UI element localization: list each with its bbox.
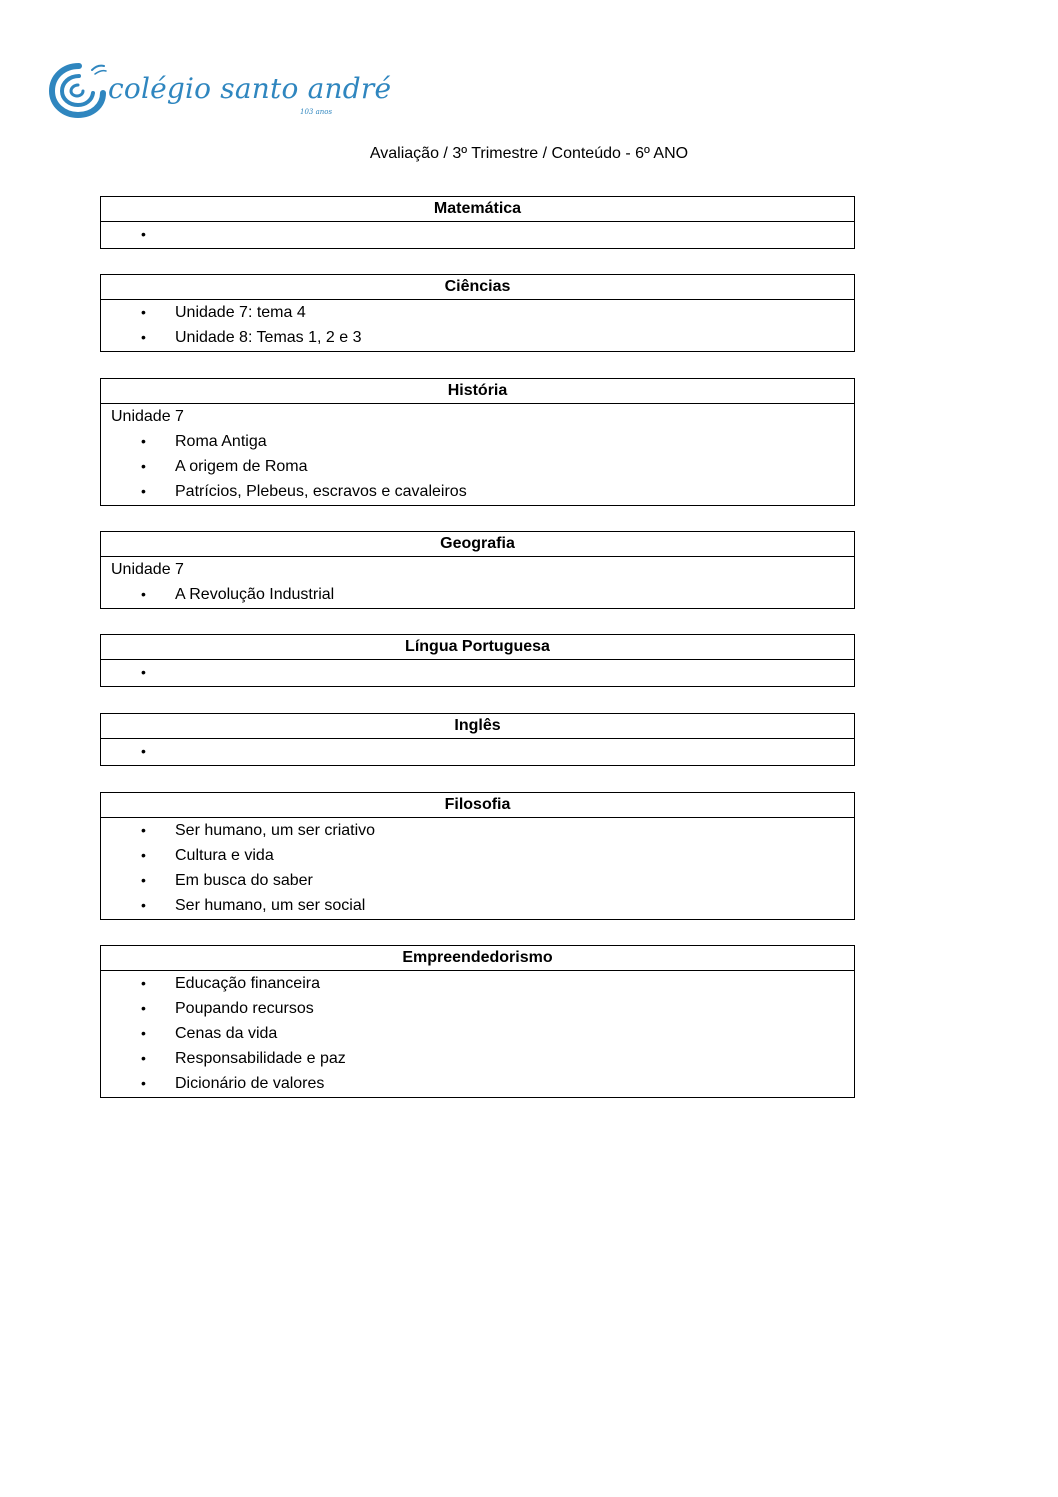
list-item-text: Patrícios, Plebeus, escravos e cavaleiros (175, 483, 467, 500)
list-item (101, 454, 854, 479)
list-item (101, 971, 854, 996)
bullet-icon: • (141, 897, 146, 913)
bullet-icon: • (141, 1075, 146, 1091)
list-item (101, 660, 854, 685)
swirl-logo-icon (48, 60, 110, 122)
list-item-text: Unidade 8: Temas 1, 2 e 3 (175, 329, 362, 346)
list-item (101, 429, 854, 454)
subject-title: Empreendedorismo (101, 946, 854, 971)
list-item-text: Cultura e vida (175, 847, 274, 864)
subject-title: Geografia (101, 532, 854, 557)
list-item-text: A Revolução Industrial (175, 586, 335, 603)
bullet-icon: • (141, 664, 146, 680)
list-item (101, 818, 854, 843)
subject-title: História (101, 379, 854, 404)
subject-box (100, 196, 855, 249)
subject-content (101, 739, 854, 765)
bullet-icon: • (141, 483, 146, 499)
subject-box (100, 945, 855, 1098)
unit-label: Unidade 7 (111, 561, 184, 578)
subject-content (101, 660, 854, 686)
bullet-icon: • (141, 433, 146, 449)
subject-title: Ciências (101, 275, 854, 300)
bullet-icon: • (141, 975, 146, 991)
subject-content (101, 300, 854, 351)
subject-box (100, 274, 855, 352)
subject-box (100, 378, 855, 506)
school-logo (48, 58, 392, 122)
list-item (101, 325, 854, 350)
list-item-text: Educação financeira (175, 975, 320, 992)
bullet-icon: • (141, 1050, 146, 1066)
logo-text: colégio santo andré (108, 72, 392, 105)
list-item-text: Ser humano, um ser criativo (175, 822, 376, 839)
subject-box (100, 713, 855, 766)
logo-subtext: 103 anos (300, 108, 333, 116)
list-item (101, 300, 854, 325)
bullet-icon: • (141, 458, 146, 474)
bullet-icon: • (141, 226, 146, 242)
list-item-text: A origem de Roma (175, 458, 308, 475)
subject-content (101, 971, 854, 1097)
subject-title: Língua Portuguesa (101, 635, 854, 660)
bullet-icon: • (141, 1000, 146, 1016)
list-item-text: Ser humano, um ser social (175, 897, 366, 914)
subject-content (101, 818, 854, 919)
bullet-icon: • (141, 872, 146, 888)
list-item (101, 222, 854, 247)
list-item (101, 868, 854, 893)
list-item (101, 1021, 854, 1046)
list-item (101, 739, 854, 764)
bullet-icon: • (141, 847, 146, 863)
subject-title: Filosofia (101, 793, 854, 818)
subject-box (100, 634, 855, 687)
bullet-icon: • (141, 1025, 146, 1041)
document-title: Avaliação / 3º Trimestre / Conteúdo - 6º ANO (369, 145, 689, 162)
subject-title: Inglês (101, 714, 854, 739)
bullet-icon: • (141, 329, 146, 345)
subject-content (101, 222, 854, 248)
subject-content (101, 404, 854, 505)
bullet-icon: • (141, 586, 146, 602)
list-item (101, 843, 854, 868)
list-item (101, 893, 854, 918)
list-item (101, 1046, 854, 1071)
subject-content (101, 557, 854, 608)
list-item (101, 1071, 854, 1096)
list-item-text: Responsabilidade e paz (175, 1050, 346, 1067)
subject-box (100, 531, 855, 609)
list-item (101, 582, 854, 607)
list-item-text: Unidade 7: tema 4 (175, 304, 306, 321)
list-item (101, 479, 854, 504)
list-item-text: Poupando recursos (175, 1000, 314, 1017)
bullet-icon: • (141, 743, 146, 759)
bullet-icon: • (141, 304, 146, 320)
list-item-text: Em busca do saber (175, 872, 313, 889)
subject-box (100, 792, 855, 920)
subject-title: Matemática (101, 197, 854, 222)
bullet-icon: • (141, 822, 146, 838)
unit-label: Unidade 7 (111, 408, 184, 425)
list-item-text: Dicionário de valores (175, 1075, 325, 1092)
list-item (101, 996, 854, 1021)
list-item-text: Cenas da vida (175, 1025, 278, 1042)
list-item-text: Roma Antiga (175, 433, 267, 450)
